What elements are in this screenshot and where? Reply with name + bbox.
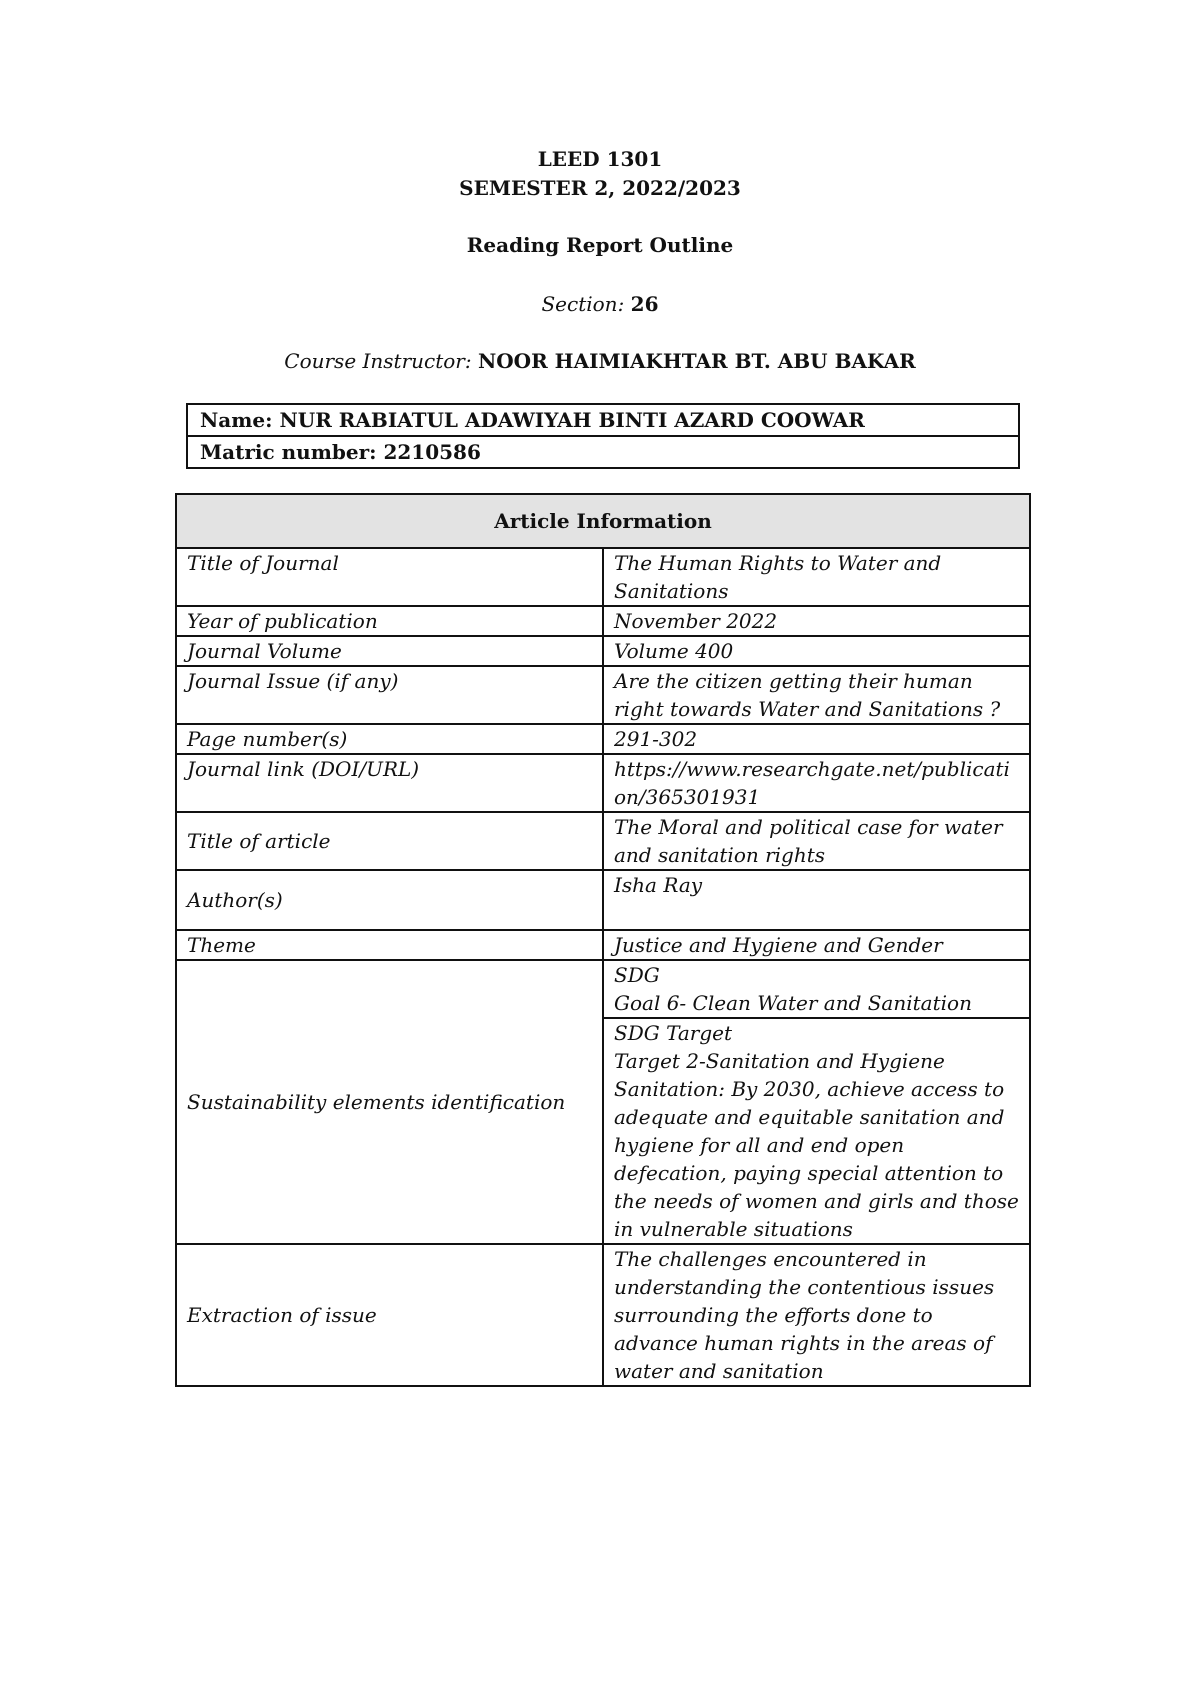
row-label: Title of article <box>176 812 603 870</box>
name-row <box>187 404 1019 436</box>
row-value: The Moral and political case for water and sanitation rights <box>603 812 1030 870</box>
sdg-target-value: Target 2-Sanitation and Hygiene Sanitation: By 2030, achieve access to adequate and equitable sanitation and hygiene for all and end open defecation, paying special attention to the needs of women and girls and those in vulnerable situations <box>614 1049 1019 1241</box>
table-row <box>176 666 1030 724</box>
table-row <box>176 548 1030 606</box>
sdg-label: SDG <box>614 963 660 987</box>
row-label: Theme <box>176 930 603 960</box>
row-label: Journal Issue (if any) <box>176 666 603 724</box>
table-row <box>176 930 1030 960</box>
matric-number: Matric number: 2210586 <box>187 436 1019 468</box>
issue-row <box>176 1244 1030 1386</box>
sdg-target-cell <box>603 1018 1030 1244</box>
row-value: Isha Ray <box>603 870 1030 930</box>
instructor-line <box>0 349 1200 373</box>
article-heading: Article Information <box>176 494 1030 548</box>
student-name: Name: NUR RABIATUL ADAWIYAH BINTI AZARD COOWAR <box>187 404 1019 436</box>
journal-link[interactable]: https://www.researchgate.net/publication/365301931 <box>603 754 1030 812</box>
table-row <box>176 606 1030 636</box>
row-label: Journal link (DOI/URL) <box>176 754 603 812</box>
document-title: Reading Report Outline <box>466 233 734 257</box>
section-value: 26 <box>630 292 659 316</box>
course-code: LEED 1301 <box>537 147 663 171</box>
row-label: Page number(s) <box>176 724 603 754</box>
sdg-value: Goal 6- Clean Water and Sanitation <box>614 991 972 1015</box>
row-value: November 2022 <box>603 606 1030 636</box>
row-value: Are the citizen getting their human right towards Water and Sanitations ? <box>603 666 1030 724</box>
issue-label: Extraction of issue <box>176 1244 603 1386</box>
row-value: 291-302 <box>603 724 1030 754</box>
student-info-table <box>186 403 1020 469</box>
row-label: Year of publication <box>176 606 603 636</box>
section-line <box>0 292 1200 316</box>
instructor-value: NOOR HAIMIAKHTAR BT. ABU BAKAR <box>477 349 916 373</box>
row-label: Journal Volume <box>176 636 603 666</box>
issue-value: The challenges encountered in understanding the contentious issues surrounding the efforts done to advance human rights in the areas of water and sanitation <box>603 1244 1030 1386</box>
row-value: The Human Rights to Water and Sanitations <box>603 548 1030 606</box>
table-row <box>176 636 1030 666</box>
section-label: Section: <box>541 292 625 316</box>
row-label: Author(s) <box>176 870 603 930</box>
sdg-row <box>176 960 1030 1018</box>
table-row <box>176 812 1030 870</box>
article-header-row <box>176 494 1030 548</box>
article-info-table <box>175 493 1031 1387</box>
row-label: Title of Journal <box>176 548 603 606</box>
table-row <box>176 724 1030 754</box>
row-value: Volume 400 <box>603 636 1030 666</box>
semester: SEMESTER 2, 2022/2023 <box>459 176 741 200</box>
sdg-cell <box>603 960 1030 1018</box>
table-row <box>176 870 1030 930</box>
sustainability-label: Sustainability elements identification <box>176 960 603 1244</box>
instructor-label: Course Instructor: <box>284 349 472 373</box>
sdg-target-label: SDG Target <box>614 1021 733 1045</box>
row-value: Justice and Hygiene and Gender <box>603 930 1030 960</box>
matric-row <box>187 436 1019 468</box>
table-row <box>176 754 1030 812</box>
